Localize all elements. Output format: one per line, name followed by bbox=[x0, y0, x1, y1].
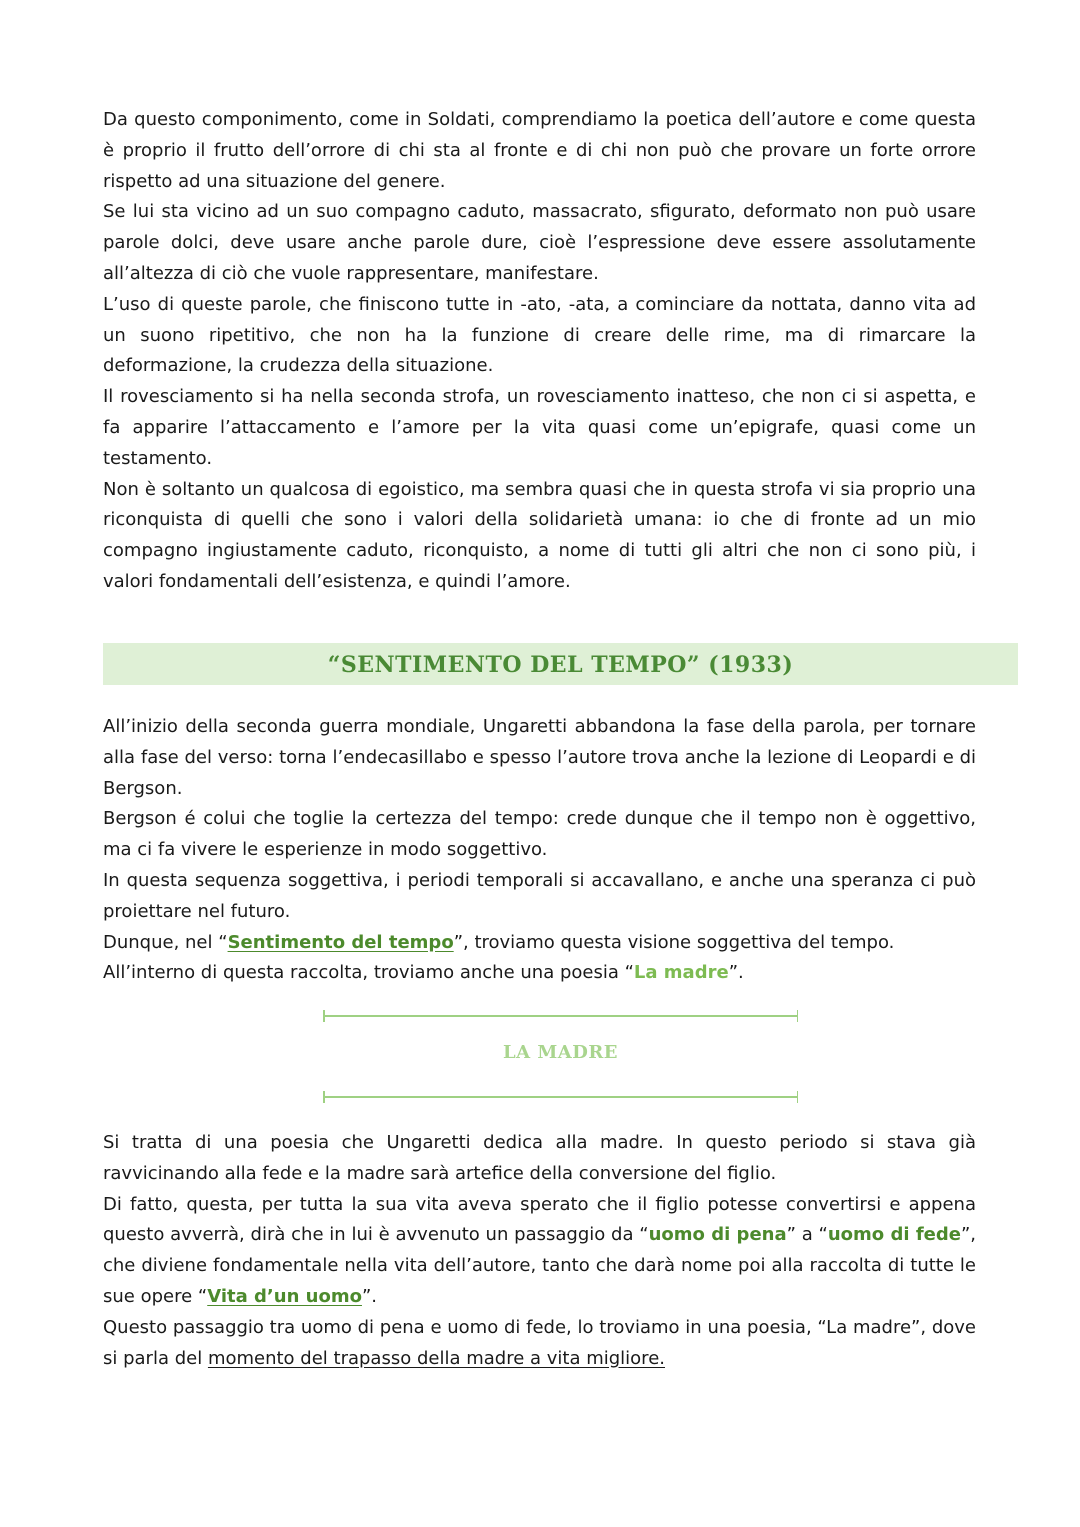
paragraph: Di fatto, questa, per tutta la sua vita aveva sperato che il figlio potesse convertirsi e appena questo avverrà, dirà che in lui è avvenuto un passaggio da “uomo di pena” a “uomo di fede”, che diviene fondamentale nella vita dell’autore, tanto che darà nome poi alla raccolta di tutte le sue opere “Vita d’un uomo”. bbox=[103, 1193, 977, 1307]
divider-bottom bbox=[323, 1096, 798, 1098]
section-heading: “SENTIMENTO DEL TEMPO” (1933) bbox=[327, 652, 794, 678]
highlight-term: uomo di fede bbox=[827, 1224, 961, 1246]
subheading: LA MADRE bbox=[502, 1042, 619, 1063]
paragraph: L’uso di queste parole, che finiscono tutte in -ato, -ata, a cominciare da nottata, danno vita ad un suono ripetitivo, che non ha la funzione di creare delle rime, ma di rimarcare la deformazione, la crudezza della situazione. bbox=[103, 293, 976, 377]
underlined-text: momento del trapasso della madre a vita migliore. bbox=[207, 1347, 665, 1369]
highlight-term: uomo di pena bbox=[648, 1224, 787, 1246]
paragraph: Questo passaggio tra uomo di pena e uomo di fede, lo troviamo in una poesia, “La madre”, dove si parla del momento del trapasso della madre a vita migliore. bbox=[103, 1316, 976, 1369]
paragraph: Se lui sta vicino ad un suo compagno caduto, massacrato, sfigurato, deformato non può usare parole dolci, deve usare anche parole dure, cioè l’espressione deve essere assolutamente all’altezza di ciò che vuole rappresentare, manifestare. bbox=[103, 201, 976, 284]
paragraph-block-2 bbox=[103, 712, 976, 989]
paragraph-block-1 bbox=[103, 105, 976, 598]
section-heading-banner bbox=[103, 643, 1018, 685]
paragraph: Il rovesciamento si ha nella seconda strofa, un rovesciamento inatteso, che non ci si aspetta, e fa apparire l’attaccamento e l’amore per la vita quasi come un’epigrafe, quasi come un testamento. bbox=[103, 386, 976, 469]
highlight-title: Vita d’un uomo bbox=[207, 1285, 362, 1307]
paragraph: Si tratta di una poesia che Ungaretti dedica alla madre. In questo periodo si stava già ravvicinando alla fede e la madre sarà artefice della conversione del figlio. bbox=[103, 1132, 976, 1184]
paragraph: All’inizio della seconda guerra mondiale, Ungaretti abbandona la fase della parola, per tornare alla fase del verso: torna l’endecasillabo e spesso l’autore trova anche la lezione di Leopardi e di Bergson. bbox=[103, 716, 976, 799]
paragraph: In questa sequenza soggettiva, i periodi temporali si accavallano, e anche una speranza ci può proiettare nel futuro. bbox=[103, 869, 976, 922]
highlight-title: Sentimento del tempo bbox=[227, 931, 454, 953]
divider-top bbox=[323, 1015, 798, 1017]
paragraph: Non è soltanto un qualcosa di egoistico, ma sembra quasi che in questa strofa vi sia proprio una riconquista di quelli che sono i valori della solidarietà umana: io che di fronte ad un mio compagno ingiustamente caduto, riconquisto, a nome di tutti gli altri che non ci sono più, i valori fondamentali dell’esistenza, e quindi l’amore. bbox=[103, 478, 976, 592]
paragraph: All’interno di questa raccolta, troviamo anche una poesia “La madre”. bbox=[103, 962, 744, 984]
paragraph: Da questo componimento, come in Soldati, comprendiamo la poetica dell’autore e come questa è proprio il frutto dell’orrore di chi sta al fronte e di chi non può che provare un forte orrore rispetto ad una situazione del genere. bbox=[103, 109, 976, 192]
paragraph-block-3 bbox=[103, 1128, 976, 1374]
paragraph: Bergson é colui che toglie la certezza del tempo: crede dunque che il tempo non è oggettivo, ma ci fa vivere le esperienze in modo soggettivo. bbox=[103, 808, 976, 861]
paragraph: Dunque, nel “Sentimento del tempo”, troviamo questa visione soggettiva del tempo. bbox=[103, 931, 895, 953]
highlight-title: La madre bbox=[633, 962, 729, 984]
